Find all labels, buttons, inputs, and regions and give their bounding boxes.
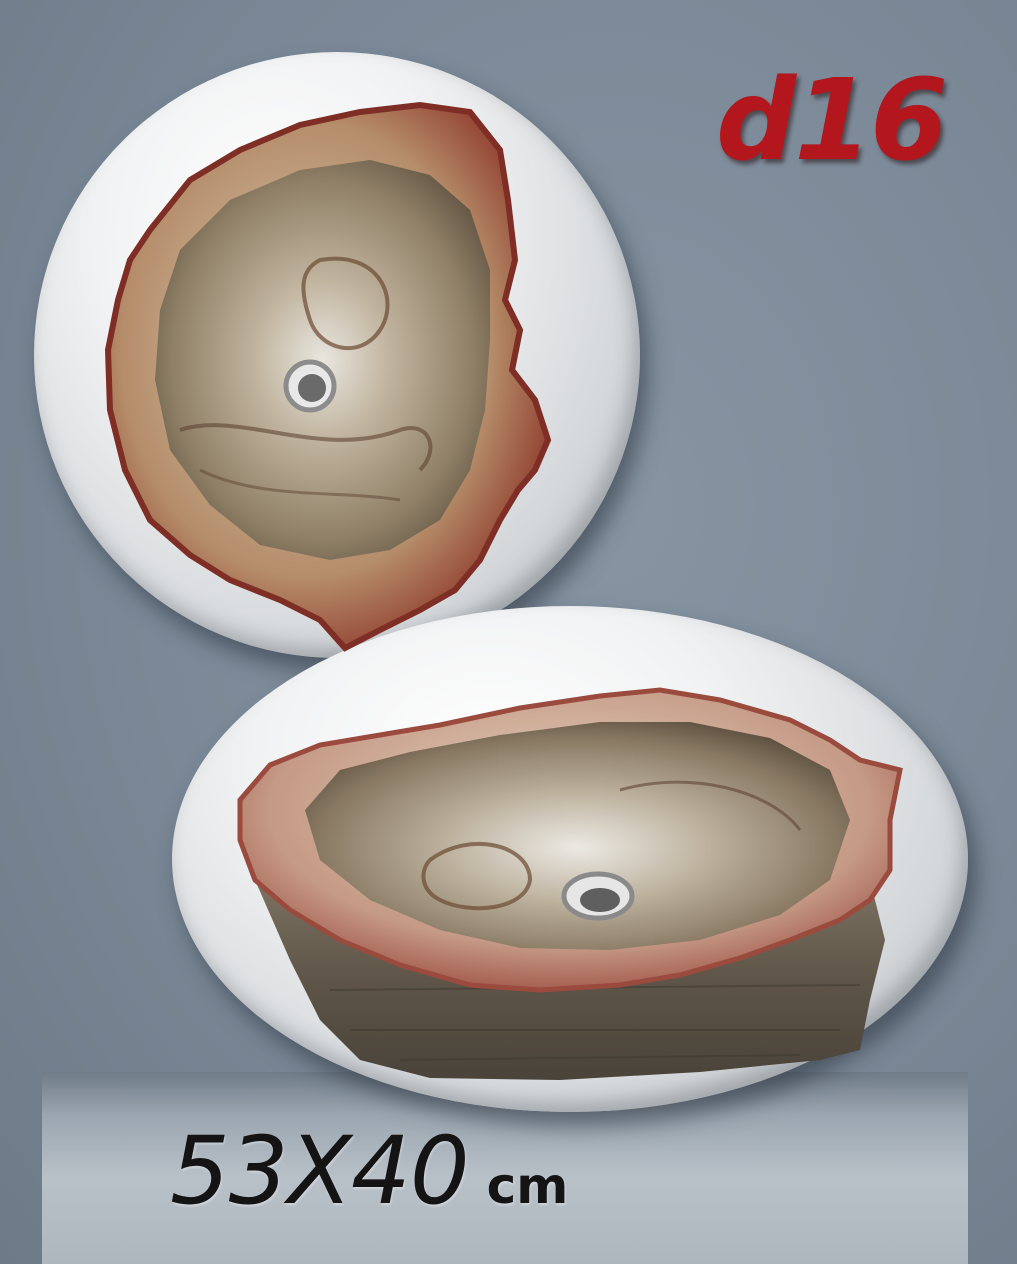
product-code: d16: [716, 56, 947, 186]
sink-top-drain-hole: [298, 374, 326, 402]
sink-side-drain-hole: [580, 888, 620, 912]
dimension-value: 53X40: [170, 1117, 469, 1226]
dimension-unit: cm: [486, 1157, 569, 1215]
dimension-label: [170, 1112, 568, 1232]
